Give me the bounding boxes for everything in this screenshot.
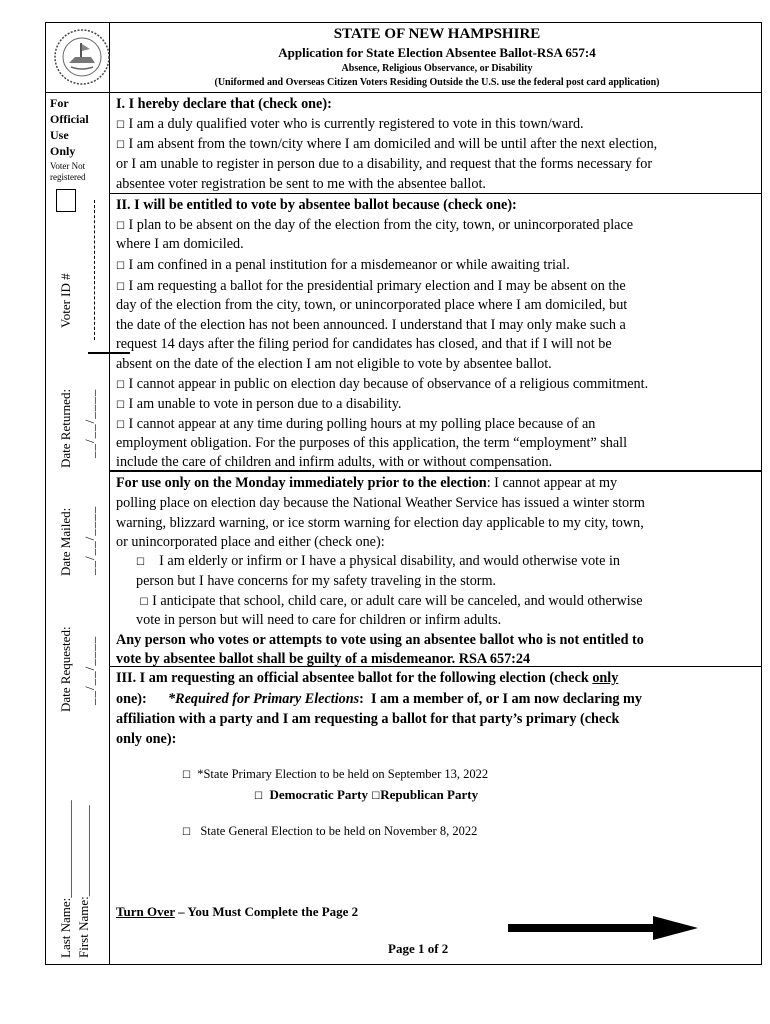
date-requested-label: Date Requested: — [58, 626, 73, 712]
section1-option-2[interactable]: ☐ I am absent from the town/city where I am domiciled and will be until after the next election, — [116, 136, 658, 152]
monday-option-2-cont: vote in person but will need to care for children or infirm adults. — [136, 612, 502, 628]
form-subtitle: Application for State Election Absentee Ballot-RSA 657:4 — [278, 45, 596, 60]
date-mailed-blank: __/__/____ — [82, 505, 97, 575]
checkbox-icon[interactable]: ☐ — [116, 420, 125, 431]
section2-option-1-cont: where I am domiciled. — [116, 236, 244, 252]
turn-over-note: Turn Over – You Must Complete the Page 2 — [116, 904, 359, 919]
checkbox-icon[interactable]: ☐ — [116, 120, 125, 131]
general-election-option[interactable]: ☐ State General Election to be held on November 8, 2022 — [182, 824, 478, 838]
checkbox-icon[interactable]: ☐ — [116, 221, 125, 232]
checkbox-icon[interactable]: ☐ — [182, 827, 191, 838]
section2-option-4[interactable]: ☐ I cannot appear in public on election day because of observance of a religious commitment. — [116, 376, 649, 392]
section2-option-2[interactable]: ☐ I am confined in a penal institution for a misdemeanor or while awaiting trial. — [116, 257, 570, 273]
sidebar-divider — [109, 22, 110, 965]
section2-option-5[interactable]: ☐ I am unable to vote in person due to a disability. — [116, 396, 402, 412]
section1-option-1[interactable]: ☐ I am a duly qualified voter who is currently registered to vote in this town/ward. — [116, 116, 584, 132]
section2-option-3-cont: request 14 days after the filing period for candidates has closed, and that if I will not be — [116, 336, 612, 352]
checkbox-icon[interactable]: ☐ — [116, 282, 125, 293]
section1-heading: I. I hereby declare that (check one): — [116, 96, 332, 112]
checkbox-icon[interactable]: ☐ — [116, 400, 125, 411]
section2-option-3-cont: the date of the election has not been announced. I understand that I may only make such a — [116, 317, 626, 333]
last-name-field[interactable]: Last Name:_______________ — [58, 800, 73, 958]
date-mailed-label: Date Mailed: — [58, 507, 73, 576]
section2-option-1[interactable]: ☐ I plan to be absent on the day of the election from the city, town, or unincorporated place — [116, 217, 634, 233]
state-seal-icon — [53, 27, 111, 87]
date-returned-label: Date Returned: — [58, 388, 73, 468]
checkbox-icon[interactable]: ☐ — [136, 557, 145, 568]
misdemeanor-warning: Any person who votes or attempts to vote using an absentee ballot who is not entitled to — [116, 632, 644, 648]
section2-option-3-cont: day of the election from the city, town, or unincorporated place where I am domiciled, but — [116, 297, 628, 313]
monday-option-1-cont: person but I have concerns for my safety traveling in the storm. — [136, 573, 497, 589]
republican-party-label: Republican Party — [380, 787, 479, 802]
header-rule — [109, 92, 762, 93]
date-requested-blank: __/__/____ — [82, 635, 97, 705]
section1-option-2-cont: absentee voter registration be sent to me with the absentee ballot. — [116, 176, 486, 192]
misdemeanor-warning: vote by absentee ballot shall be guilty of a misdemeanor. RSA 657:24 — [116, 651, 531, 667]
date-returned-blank: __/__/____ — [82, 388, 97, 458]
monday-option-1[interactable]: ☐ I am elderly or infirm or I have a physical disability, and would otherwise vote in — [136, 553, 620, 569]
monday-intro: For use only on the Monday immediately prior to the election: I cannot appear at my — [116, 475, 618, 491]
official-use-label: For Official Use Only — [50, 96, 89, 158]
form-title: STATE OF NEW HAMPSHIRE — [333, 26, 541, 42]
form-subline: Absence, Religious Observance, or Disability — [341, 63, 533, 74]
democratic-party-label: Democratic Party — [269, 787, 368, 802]
section2-option-3-cont: absent on the date of the election I am not eligible to vote by absentee ballot. — [116, 356, 552, 372]
page-number: Page 1 of 2 — [388, 941, 449, 956]
monday-option-2[interactable]: ☐ I anticipate that school, child care, or adult care will be canceled, and would otherwise — [139, 593, 643, 609]
section3-text: affiliation with a party and I am requesting a ballot for that party’s primary (check — [116, 711, 620, 727]
first-name-field[interactable]: First Name:______________ — [76, 805, 91, 958]
checkbox-icon[interactable]: ☐ — [116, 380, 125, 391]
section2-option-6[interactable]: ☐ I cannot appear at any time during polling hours at my polling place because of an — [116, 416, 596, 432]
section1-option-2-cont: or I am unable to register in person due to a disability, and request that the forms necessary for — [116, 156, 653, 172]
section2-heading: II. I will be entitled to vote by absentee ballot because (check one): — [116, 197, 517, 213]
voter-id-label: Voter ID # — [58, 273, 73, 328]
monday-text: warning, blizzard warning, or ice storm warning for election day applicable to my city, town, — [116, 515, 644, 531]
section3-text: only one): — [116, 731, 177, 747]
section2-option-6-cont: employment obligation. For the purposes of this application, the term “employment” shall — [116, 435, 628, 451]
monday-text: polling place on election day because the National Weather Service has issued a winter storm — [116, 495, 645, 511]
checkbox-icon[interactable]: ☐ — [139, 597, 149, 608]
republican-checkbox[interactable]: ☐ — [371, 791, 381, 802]
democratic-checkbox[interactable]: ☐ — [254, 791, 263, 802]
section3-heading: III. I am requesting an official absentee ballot for the following election (check only — [116, 670, 619, 686]
form-note: (Uniformed and Overseas Citizen Voters Residing Outside the U.S. use the federal post card application) — [214, 77, 660, 88]
voter-not-registered-label: Voter Not registered — [50, 161, 86, 182]
voter-id-blank — [94, 200, 95, 340]
section2-option-6-cont: include the care of children and infirm adults, with or without compensation. — [116, 454, 553, 470]
checkbox-icon[interactable]: ☐ — [182, 770, 191, 781]
section2-option-3[interactable]: ☐ I am requesting a ballot for the presidential primary election and I may be absent on the — [116, 278, 626, 294]
monday-text: or unincorporated place and either (check one): — [116, 534, 385, 550]
header-rule-left — [45, 92, 109, 93]
not-registered-checkbox[interactable] — [56, 189, 76, 212]
party-options — [254, 787, 478, 803]
primary-election-option[interactable]: ☐ *State Primary Election to be held on September 13, 2022 — [182, 767, 489, 781]
right-arrow-icon — [508, 916, 698, 940]
section3-text: one): *Required for Primary Elections: I am a member of, or I am now declaring my — [116, 691, 642, 707]
checkbox-icon[interactable]: ☐ — [116, 261, 125, 272]
checkbox-icon[interactable]: ☐ — [116, 140, 125, 151]
